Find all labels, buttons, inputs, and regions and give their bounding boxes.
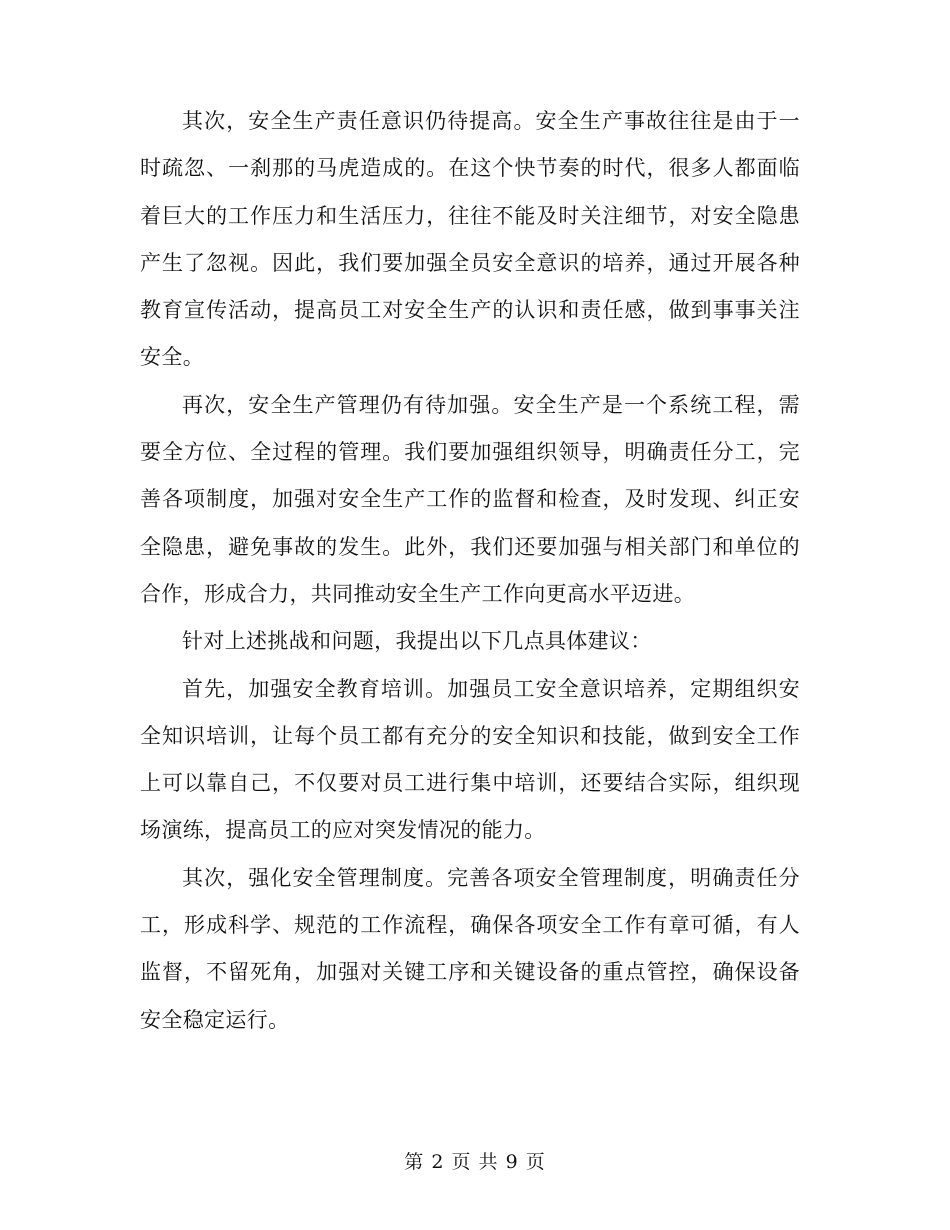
page-label-suffix: 页 — [525, 1151, 546, 1173]
paragraph-safety-awareness: 其次，安全生产责任意识仍待提高。安全生产事故往往是由于一时疏忽、一刹那的马虎造成的。在这个快节奏的时代，很多人都面临着巨大的工作压力和生活压力，往往不能及时关注细节，对安全隐患产生了忽视。因此，我们要加强全员安全意识的培养，通过开展各种教育宣传活动，提高员工对安全生产的认识和责任感，做到事事关注安全。 — [140, 109, 800, 370]
paragraph-education-training: 首先，加强安全教育培训。加强员工安全意识培养，定期组织安全知识培训，让每个员工都有充分的安全知识和技能，做到安全工作上可以靠自己，不仅要对员工进行集中培训，还要结合实际，组织现场演练，提高员工的应对突发情况的能力。 — [140, 676, 800, 843]
total-pages-number: 9 — [505, 1151, 519, 1173]
page-label-prefix: 第 — [404, 1151, 425, 1173]
page-label-mid: 页 共 — [451, 1151, 499, 1173]
current-page-number: 2 — [431, 1151, 445, 1173]
paragraph-management-system: 其次，强化安全管理制度。完善各项安全管理制度，明确责任分工，形成科学、规范的工作流程，确保各项安全工作有章可循，有人监督，不留死角，加强对关键工序和关键设备的重点管控，确保设备安全稳定运行。 — [140, 865, 800, 1032]
document-body — [140, 98, 800, 1044]
page-number-footer — [0, 1147, 950, 1174]
paragraph-suggestions-intro: 针对上述挑战和问题，我提出以下几点具体建议： — [182, 629, 652, 654]
paragraph-safety-management: 再次，安全生产管理仍有待加强。安全生产是一个系统工程，需要全方位、全过程的管理。我们要加强组织领导，明确责任分工，完善各项制度，加强对安全生产工作的监督和检查，及时发现、纠正安全隐患，避免事故的发生。此外，我们还要加强与相关部门和单位的合作，形成合力，共同推动安全生产工作向更高水平迈进。 — [140, 392, 800, 606]
